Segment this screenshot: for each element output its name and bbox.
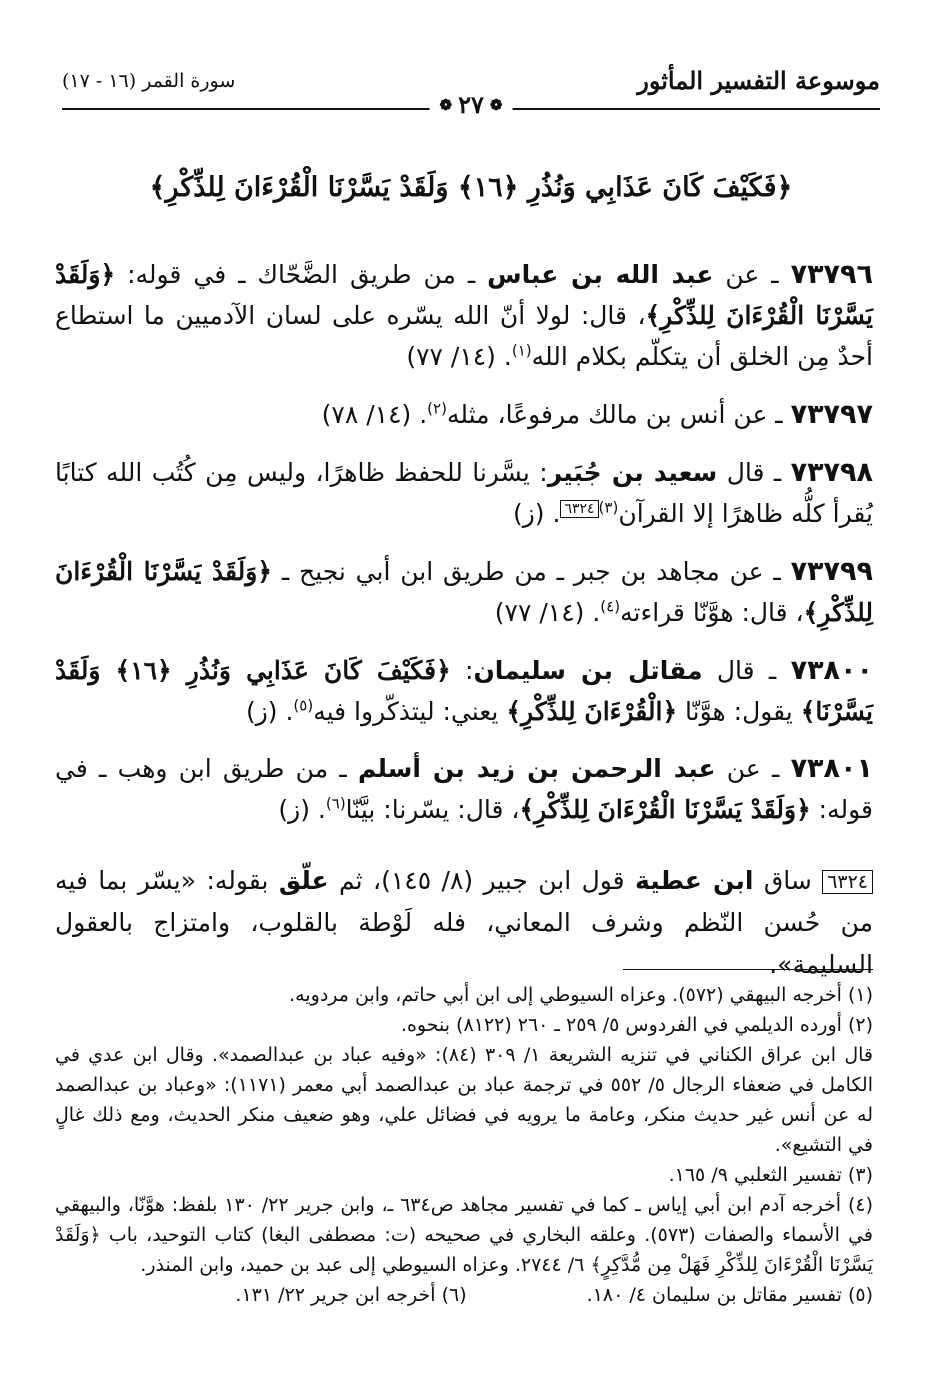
note-text: قول ابن جبير (٨/ ١٤٥)، ثم (328, 866, 636, 895)
note-emphasis: علّق (278, 866, 329, 895)
page-header (62, 62, 880, 122)
narration-number: ٧٣٨٠١ (790, 753, 873, 784)
note-text: بقوله: «يسّر بما فيه من حُسن النّظم وشرف المعاني، فله لَوْطة بالقلوب، وامتزاج بالعقول السليمة». (55, 866, 873, 979)
editor-note (55, 860, 873, 986)
narration-text: : يسَّرنا للحفظ ظاهرًا، وليس مِن كُتُب الله كتابًا يُقرأ كلُّه ظاهرًا إلا القرآن (55, 458, 873, 528)
narration-number: ٧٣٧٩٩ (790, 556, 873, 587)
narration-text: ـ عن أنس بن مالك مرفوعًا، مثله (446, 400, 791, 429)
narration-73800 (55, 650, 873, 732)
footnote-3: (٣) تفسير الثعلبي ٩/ ١٦٥. (668, 1164, 873, 1186)
footnote-marker: (٢) (427, 399, 447, 418)
narration-text: ، قال: يسّرنا: بيَّنّا (345, 795, 520, 824)
quran-quote: ﴿وَلَقَدْ يَسَّرْنَا الْقُرْءَانَ لِلذِّكْرِ﴾ (55, 557, 873, 627)
volume-reference: . (١٤/ ٧٧) (494, 598, 601, 627)
book-title: موسوعة التفسير المأثور (637, 66, 880, 95)
narration-number: ٧٣٧٩٦ (790, 259, 873, 290)
quran-quote: ﴿الْقُرْءَانَ لِلذِّكْرِ﴾ (506, 697, 678, 726)
footnote-marker: (٦) (325, 794, 346, 813)
volume-reference: . (١٤/ ٧٨) (321, 400, 428, 429)
ornament-icon: ❁ (489, 95, 503, 114)
narration-text: ـ قال (702, 656, 791, 685)
volume-reference: . (ز) (278, 795, 326, 824)
narration-73796 (55, 254, 873, 377)
ornament-icon: ❁ (439, 95, 453, 114)
note-text: ساق (753, 866, 823, 895)
narration-73798 (55, 452, 873, 534)
page-number-block (430, 90, 513, 119)
footnotes (55, 980, 873, 1310)
quran-quote: ﴿وَلَقَدْ يَسَّرْنَا الْقُرْءَانَ لِلذِّكْرِ﴾ (519, 795, 811, 824)
footnote-4: (٤) أخرجه آدم ابن أبي إياس ـ كما في تفسير مجاهد ص٦٣٤ ـ، وابن جرير ٢٢/ ١٣٠ بلفظ: هوَّنّا، والبيهقي في الأسماء والصفات (٥٧٣). وعلقه البخاري في صحيحه (ت: مصطفى البغا) كتاب التوحيد، باب ﴿وَلَقَدْ يَسَّرْنَا الْقُرْءَانَ لِلذِّكْرِ فَهَلْ مِن مُّدَّكِرٍ﴾ ٦/ ٢٧٤٤. وعزاه السيوطي إلى عبد بن حميد، وابن المنذر. (55, 1194, 873, 1276)
footnote-marker: (١) (511, 341, 532, 360)
footnote-2-comment: قال ابن عراق الكناني في تنزيه الشريعة ١/ ٣٠٩ (٨٤): «وفيه عباد بن عبدالصمد». وقال ابن عدي في الكامل في ضعفاء الرجال ٥/ ٥٥٢ في ترجمة عباد بن عبدالصمد أبي معمر (١١٧١): «وعباد بن عبدالصمد له عن أنس غير حديث منكر، وعامة ما يرويه في فضائل علي، وهو ضعيف منكر الحديث، ومع ذلك غالٍ في التشيع». (55, 1044, 874, 1156)
narration-text: ، قال: لولا أنّ الله يسّره على لسان الآدميين ما استطاع أحدٌ مِن الخلق أن يتكلّم بكلام الله (55, 301, 873, 371)
footnote-separator (623, 969, 873, 970)
narration-text: ـ قال (717, 458, 791, 487)
quran-quote: ﴿فَكَيْفَ كَانَ عَذَابِي وَنُذُرِ ﴿١٦﴾ وَلَقَدْ يَسَّرْنَا﴾ (55, 656, 873, 726)
narration-number: ٧٣٨٠٠ (790, 655, 873, 686)
narration-73797 (55, 394, 873, 435)
narration-number: ٧٣٧٩٨ (790, 457, 873, 488)
footnote-5: (٥) تفسير مقاتل بن سليمان ٤/ ١٨٠. (586, 1284, 873, 1306)
narrator-name: مقاتل بن سليمان (473, 656, 703, 685)
narration-73799 (55, 551, 873, 633)
narrator-name: عبد الرحمن بن زيد بن أسلم (357, 754, 716, 783)
narrator-name: عبد الله بن عباس (487, 260, 714, 289)
note-author: ابن عطية (635, 866, 754, 895)
verse-heading: ﴿فَكَيْفَ كَانَ عَذَابِي وَنُذُرِ ﴿١٦﴾ وَلَقَدْ يَسَّرْنَا الْقُرْءَانَ لِلذِّكْرِ﴾ (149, 172, 793, 203)
page-number: ٢٧ (458, 90, 484, 119)
narration-text: ـ عن مجاهد بن جبر ـ من طريق ابن أبي نجيح ـ (272, 557, 791, 586)
footnote-2: (٢) أورده الديلمي في الفردوس ٥/ ٢٥٩ ـ ٢٦٠ (٨١٢٢) بنحوه. (400, 1014, 873, 1036)
footnote-marker: (٣) (598, 498, 619, 517)
quran-quote: ﴿وَلَقَدْ يَسَّرْنَا الْقُرْءَانَ لِلذِّكْرِ﴾ (55, 260, 873, 330)
narrator-name: سعيد بن جُبَير (547, 458, 718, 487)
footnote-marker: (٤) (600, 597, 621, 616)
footnote-1: (١) أخرجه البيهقي (٥٧٢). وعزاه السيوطي إلى ابن أبي حاتم، وابن مردويه. (289, 984, 873, 1006)
narration-text: يعني: ليتذكّروا فيه (313, 697, 507, 726)
cross-reference-box: ٦٣٢٤ (560, 500, 598, 518)
narration-number: ٧٣٧٩٧ (790, 399, 873, 430)
narration-text: : (450, 656, 474, 685)
narration-text: ـ عن (713, 260, 791, 289)
narration-text: يقول: هوَّنّا (677, 697, 801, 726)
narration-73801 (55, 748, 873, 830)
volume-reference: . (ز) (245, 697, 294, 726)
footnote-marker: (٥) (293, 696, 314, 715)
volume-reference: . (١٤/ ٧٧) (406, 342, 512, 371)
narration-text: ، قال: هوَّنّا قراءته (620, 598, 804, 627)
volume-reference: . (ز) (512, 499, 561, 528)
surah-title: سورة القمر (١٦ - ١٧) (62, 70, 236, 92)
narration-text: ـ من طريق ابن وهب ـ في قوله: (55, 754, 873, 824)
footnotes-5-6 (55, 1280, 873, 1310)
note-code-box: ٦٣٢٤ (822, 870, 873, 894)
narration-text: ـ عن (715, 754, 791, 783)
narration-text: ـ من طريق الضَّحّاك ـ في قوله: (115, 260, 488, 289)
footnote-6: (٦) أخرجه ابن جرير ٢٢/ ١٣١. (235, 1284, 467, 1306)
